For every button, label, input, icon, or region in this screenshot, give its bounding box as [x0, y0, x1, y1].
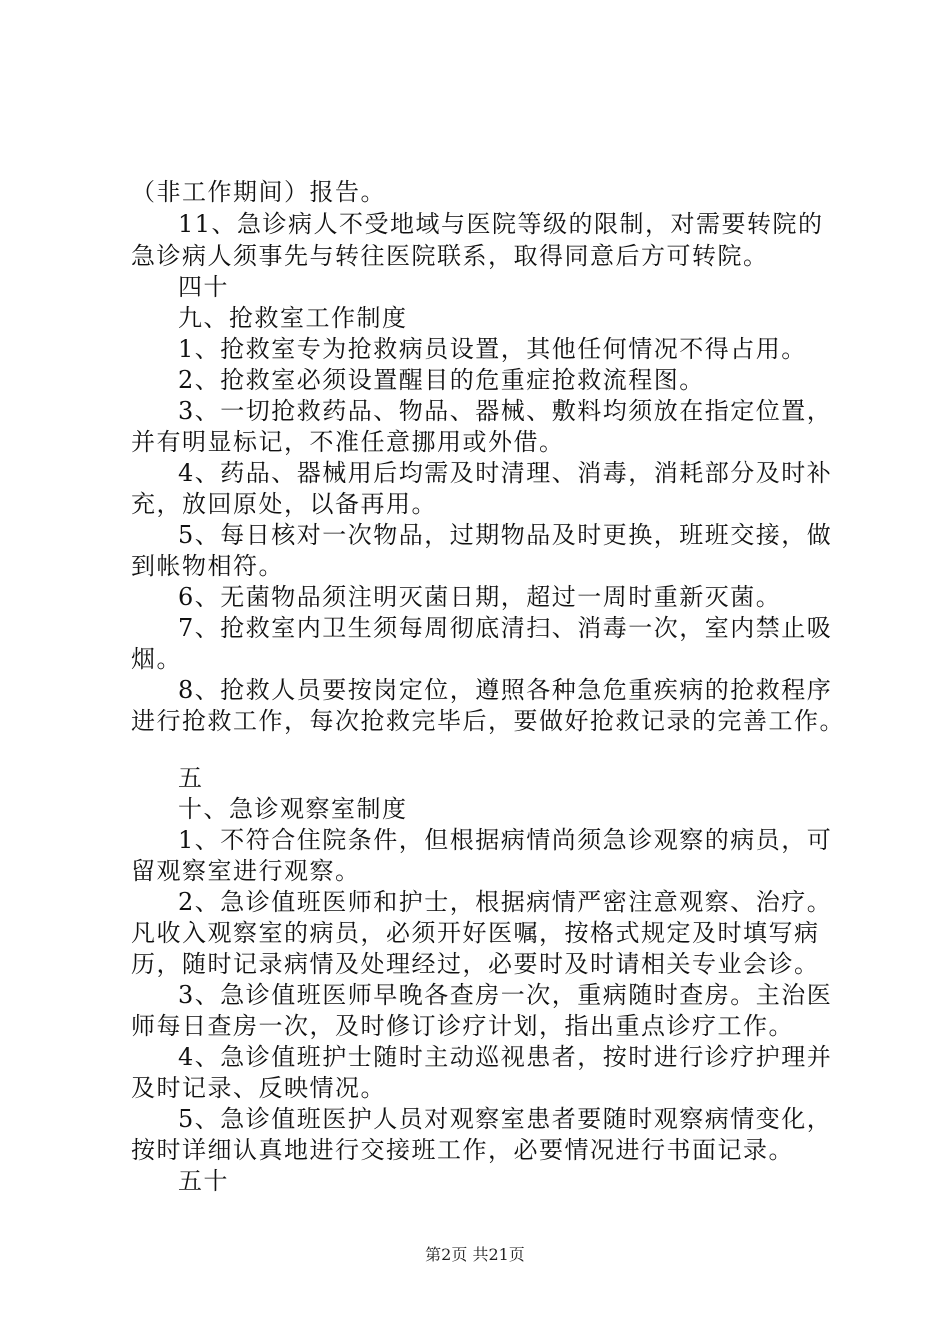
page-footer: 第2页 共21页 [425, 1245, 525, 1264]
text-line: 凡收入观察室的病员，必须开好医嘱，按格式规定及时填写病 [131, 919, 820, 947]
text-line: 及时记录、反映情况。 [131, 1074, 386, 1102]
text-line: 3、一切抢救药品、物品、器械、敷料均须放在指定位置， [178, 397, 833, 425]
text-line: 历，随时记录病情及处理经过，必要时及时请相关专业会诊。 [131, 950, 820, 978]
text-line: 1、不符合住院条件，但根据病情尚须急诊观察的病员，可 [178, 826, 833, 854]
text-line: 急诊病人须事先与转往医院联系，取得同意后方可转院。 [131, 242, 769, 270]
text-line: 烟。 [131, 645, 182, 673]
text-line: 并有明显标记，不准任意挪用或外借。 [131, 428, 565, 456]
text-line: 7、抢救室内卫生须每周彻底清扫、消毒一次，室内禁止吸 [178, 614, 833, 642]
text-line: 5、急诊值班医护人员对观察室患者要随时观察病情变化， [178, 1105, 833, 1133]
text-line: 到帐物相符。 [131, 552, 284, 580]
text-line: 11、急诊病人不受地域与医院等级的限制，对需要转院的 [178, 210, 824, 238]
text-line: 2、急诊值班医师和护士，根据病情严密注意观察、治疗。 [178, 888, 833, 916]
text-line: 3、急诊值班医师早晚各查房一次，重病随时查房。主治医 [178, 981, 833, 1009]
section-heading: 九、抢救室工作制度 [178, 304, 408, 332]
text-line: （非工作期间）报告。 [131, 178, 386, 206]
text-line: 2、抢救室必须设置醒目的危重症抢救流程图。 [178, 366, 705, 394]
text-line: 4、药品、器械用后均需及时清理、消毒，消耗部分及时补 [178, 459, 833, 487]
section-heading: 十、急诊观察室制度 [178, 795, 408, 823]
text-line: 师每日查房一次，及时修订诊疗计划，指出重点诊疗工作。 [131, 1012, 794, 1040]
text-line: 4、急诊值班护士随时主动巡视患者，按时进行诊疗护理并 [178, 1043, 833, 1071]
text-line: 充，放回原处，以备再用。 [131, 490, 437, 518]
text-line: 按时详细认真地进行交接班工作，必要情况进行书面记录。 [131, 1136, 794, 1164]
text-line: 6、无菌物品须注明灭菌日期，超过一周时重新灭菌。 [178, 583, 782, 611]
text-line: 进行抢救工作，每次抢救完毕后，要做好抢救记录的完善工作。 [131, 707, 845, 735]
text-line: 留观察室进行观察。 [131, 857, 361, 885]
text-line: 8、抢救人员要按岗定位，遵照各种急危重疾病的抢救程序 [178, 676, 833, 704]
page-marker: 四十 [178, 273, 229, 301]
page-marker: 五 [178, 764, 204, 792]
text-line: 1、抢救室专为抢救病员设置，其他任何情况不得占用。 [178, 335, 807, 363]
page-marker: 五十 [178, 1167, 229, 1195]
text-line: 5、每日核对一次物品，过期物品及时更换，班班交接，做 [178, 521, 833, 549]
